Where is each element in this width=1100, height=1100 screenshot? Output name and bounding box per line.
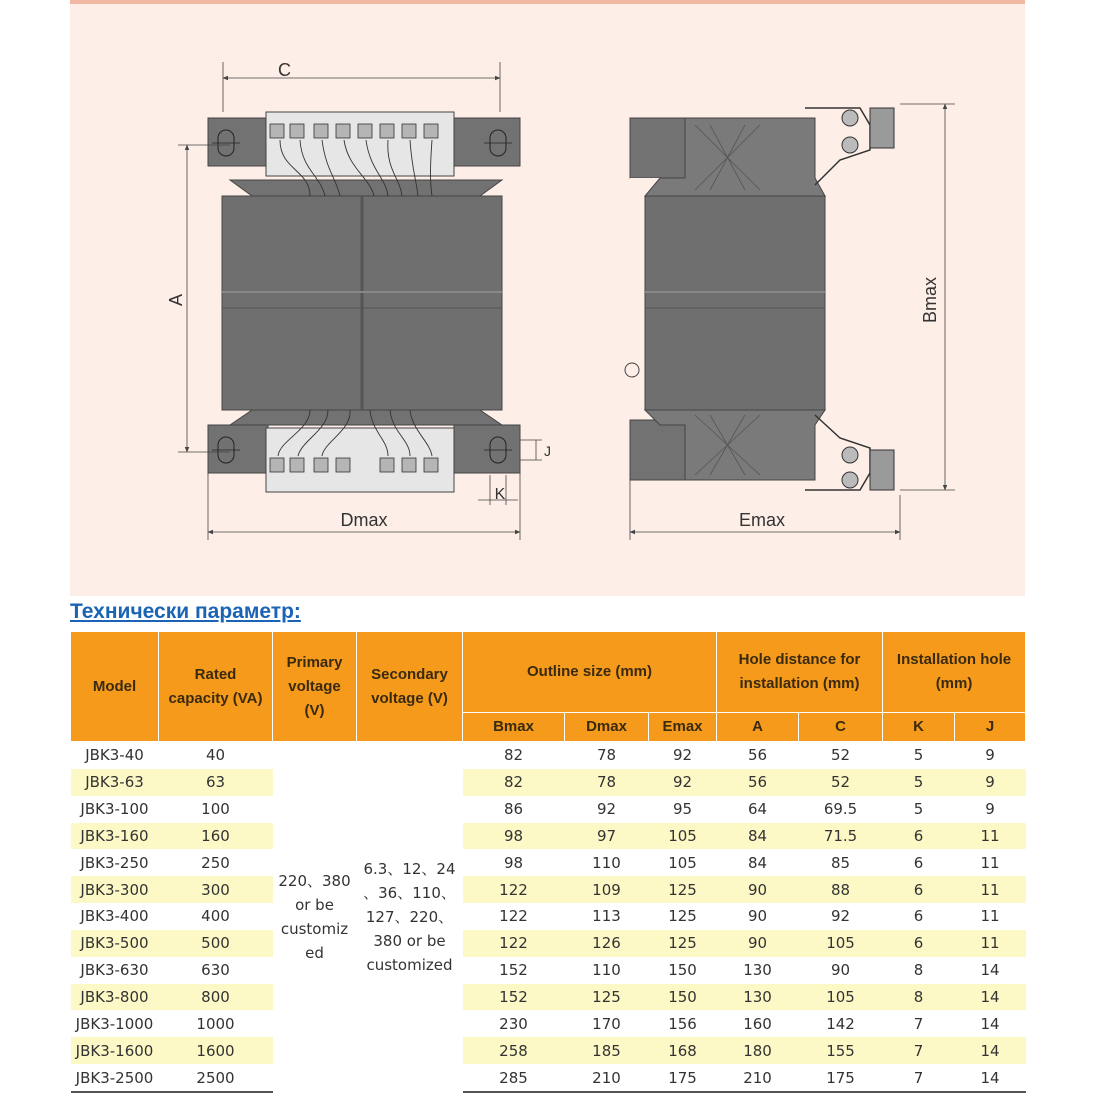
cell-model: JBK3-2500	[71, 1064, 159, 1092]
header-secondary-voltage: Secondary voltage (V)	[357, 632, 463, 742]
cell-va: 300	[159, 876, 273, 903]
header-bmax: Bmax	[463, 713, 565, 742]
cell-model: JBK3-160	[71, 823, 159, 850]
cell-k: 8	[883, 984, 955, 1011]
table-row	[71, 1037, 1026, 1064]
cell-model: JBK3-400	[80, 907, 149, 926]
table-row	[71, 796, 1026, 823]
cell-va: 630	[201, 961, 230, 980]
header-model: Model	[71, 632, 159, 742]
cell-c: 92	[830, 907, 851, 926]
cell-bmax: 122	[463, 876, 565, 903]
cell-model: JBK3-630	[80, 961, 149, 980]
cell-a: 90	[717, 876, 799, 903]
cell-k: 8	[913, 961, 924, 980]
cell-va: 1600	[159, 1037, 273, 1064]
cell-a: 130	[717, 984, 799, 1011]
cell-emax: 125	[649, 930, 717, 957]
cell-c: 90	[830, 961, 851, 980]
cell-bmax: 230	[499, 1014, 528, 1033]
header-installation-hole: Installation hole (mm)	[883, 632, 1026, 713]
table-row	[71, 1064, 1026, 1092]
cell-emax: 150	[668, 961, 697, 980]
cell-a: 180	[717, 1037, 799, 1064]
cell-dmax: 78	[596, 746, 617, 765]
cell-c: 69.5	[823, 800, 858, 819]
table-row	[71, 876, 1026, 903]
cell-k: 6	[883, 930, 955, 957]
cell-c: 52	[799, 769, 883, 796]
cell-k: 6	[913, 907, 924, 926]
cell-bmax: 98	[463, 823, 565, 850]
cell-secondary-voltage: 6.3、12、24 、36、110、 127、220、 380 or be customized	[357, 742, 463, 1092]
cell-j: 11	[955, 876, 1026, 903]
cell-k: 5	[913, 746, 924, 765]
header-a: A	[717, 713, 799, 742]
cell-j: 9	[955, 769, 1026, 796]
header-rated-capacity: Rated capacity (VA)	[159, 632, 273, 742]
cell-dmax: 110	[592, 853, 621, 872]
cell-c: 88	[799, 876, 883, 903]
cell-dmax: 126	[565, 930, 649, 957]
terminal-block-top	[266, 112, 454, 176]
cell-a: 56	[747, 746, 768, 765]
cell-dmax: 92	[596, 800, 617, 819]
table-row	[71, 769, 1026, 796]
cell-dmax: 109	[565, 876, 649, 903]
cell-dmax: 125	[565, 984, 649, 1011]
cell-model: JBK3-1000	[75, 1014, 154, 1033]
cell-va: 100	[201, 800, 230, 819]
cell-va: 500	[159, 930, 273, 957]
cell-j: 14	[980, 961, 1000, 980]
cell-j: 14	[980, 1014, 1000, 1033]
cell-bmax: 285	[463, 1064, 565, 1092]
cell-a: 130	[743, 961, 772, 980]
dim-bmax-label: Bmax	[920, 276, 940, 324]
cell-j: 9	[985, 746, 995, 765]
cell-bmax: 122	[499, 907, 528, 926]
cell-c: 105	[799, 930, 883, 957]
table-row	[71, 1010, 1026, 1037]
cell-dmax: 97	[565, 823, 649, 850]
cell-emax: 92	[649, 769, 717, 796]
mounting-foot	[454, 118, 520, 166]
cell-primary-voltage: 220、380 or be customiz ed	[273, 742, 357, 1092]
cell-k: 7	[883, 1064, 955, 1092]
cell-k: 5	[883, 769, 955, 796]
dim-k-label: K	[494, 486, 506, 503]
cell-bmax: 98	[503, 853, 524, 872]
cell-emax: 95	[672, 800, 693, 819]
cell-bmax: 86	[503, 800, 524, 819]
dim-a-label: A	[166, 293, 186, 307]
cell-j: 11	[955, 823, 1026, 850]
header-k: K	[883, 713, 955, 742]
cell-emax: 168	[649, 1037, 717, 1064]
cell-va: 2500	[159, 1064, 273, 1092]
cell-k: 7	[913, 1014, 924, 1033]
cell-a: 90	[717, 930, 799, 957]
table-row	[71, 823, 1026, 850]
cell-emax: 92	[672, 746, 693, 765]
cell-dmax: 170	[592, 1014, 621, 1033]
cell-bmax: 82	[463, 769, 565, 796]
cell-va: 1000	[196, 1014, 235, 1033]
mounting-foot	[454, 425, 520, 473]
cell-va: 400	[201, 907, 230, 926]
cell-a: 84	[717, 823, 799, 850]
table-row	[71, 903, 1026, 930]
cell-model: JBK3-1600	[71, 1037, 159, 1064]
cell-emax: 150	[649, 984, 717, 1011]
dim-emax-label: Emax	[738, 510, 786, 530]
cell-model: JBK3-63	[71, 769, 159, 796]
cell-c: 85	[830, 853, 851, 872]
cell-a: 160	[743, 1014, 772, 1033]
cell-a: 84	[747, 853, 768, 872]
cell-model: JBK3-250	[80, 853, 149, 872]
cell-j: 11	[955, 930, 1026, 957]
cell-dmax: 110	[592, 961, 621, 980]
cell-c: 71.5	[799, 823, 883, 850]
table-row	[71, 742, 1026, 769]
cell-bmax: 258	[463, 1037, 565, 1064]
cell-a: 210	[717, 1064, 799, 1092]
cell-bmax: 122	[463, 930, 565, 957]
table-row	[71, 849, 1026, 876]
cell-emax: 105	[668, 853, 697, 872]
cell-emax: 125	[649, 876, 717, 903]
cell-bmax: 152	[463, 984, 565, 1011]
dim-j-label: J	[544, 443, 551, 459]
table-row	[71, 957, 1026, 984]
cell-k: 6	[883, 823, 955, 850]
mounting-foot	[208, 118, 268, 166]
header-dmax: Dmax	[565, 713, 649, 742]
cell-j: 11	[980, 853, 1000, 872]
cell-bmax: 82	[503, 746, 524, 765]
cell-a: 56	[717, 769, 799, 796]
cell-k: 5	[913, 800, 924, 819]
table-row	[71, 984, 1026, 1011]
cell-j: 11	[980, 907, 1000, 926]
cell-emax: 105	[649, 823, 717, 850]
header-outline-size: Outline size (mm)	[463, 632, 717, 713]
cell-j: 14	[955, 984, 1026, 1011]
dim-c-label: C	[278, 60, 291, 80]
spec-table	[70, 631, 1026, 1093]
cell-model: JBK3-300	[71, 876, 159, 903]
cell-c: 142	[826, 1014, 855, 1033]
mounting-foot	[208, 425, 268, 473]
cell-dmax: 78	[565, 769, 649, 796]
cell-k: 7	[883, 1037, 955, 1064]
cell-model: JBK3-800	[71, 984, 159, 1011]
header-j: J	[955, 713, 1026, 742]
header-primary-voltage: Primary voltage (V)	[273, 632, 357, 742]
cell-j: 9	[985, 800, 995, 819]
cell-model: JBK3-500	[71, 930, 159, 957]
cell-a: 90	[747, 907, 768, 926]
cell-c: 175	[799, 1064, 883, 1092]
cell-j: 14	[955, 1064, 1026, 1092]
cell-va: 800	[159, 984, 273, 1011]
section-heading: Технически параметр:	[70, 600, 301, 623]
cell-va: 160	[159, 823, 273, 850]
cell-emax: 175	[649, 1064, 717, 1092]
cell-bmax: 152	[499, 961, 528, 980]
cell-dmax: 113	[592, 907, 621, 926]
cell-k: 6	[883, 876, 955, 903]
cell-emax: 156	[668, 1014, 697, 1033]
dim-dmax-label: Dmax	[340, 510, 388, 530]
cell-c: 52	[830, 746, 851, 765]
cell-va: 63	[159, 769, 273, 796]
table-body	[71, 742, 1026, 1092]
cell-va: 40	[205, 746, 226, 765]
table-row	[71, 930, 1026, 957]
drawing-background	[70, 0, 1025, 596]
cell-dmax: 210	[565, 1064, 649, 1092]
cell-va: 250	[201, 853, 230, 872]
cell-model: JBK3-40	[85, 746, 144, 765]
cell-j: 14	[955, 1037, 1026, 1064]
header-c: C	[799, 713, 883, 742]
front-view	[166, 60, 551, 540]
cell-model: JBK3-100	[80, 800, 149, 819]
cell-emax: 125	[668, 907, 697, 926]
cell-c: 155	[799, 1037, 883, 1064]
cell-a: 64	[747, 800, 768, 819]
header-hole-distance: Hole distance for installation (mm)	[717, 632, 883, 713]
cell-k: 6	[913, 853, 924, 872]
transformer-dimension-drawing	[70, 0, 1025, 596]
cell-dmax: 185	[565, 1037, 649, 1064]
header-emax: Emax	[649, 713, 717, 742]
cell-c: 105	[799, 984, 883, 1011]
